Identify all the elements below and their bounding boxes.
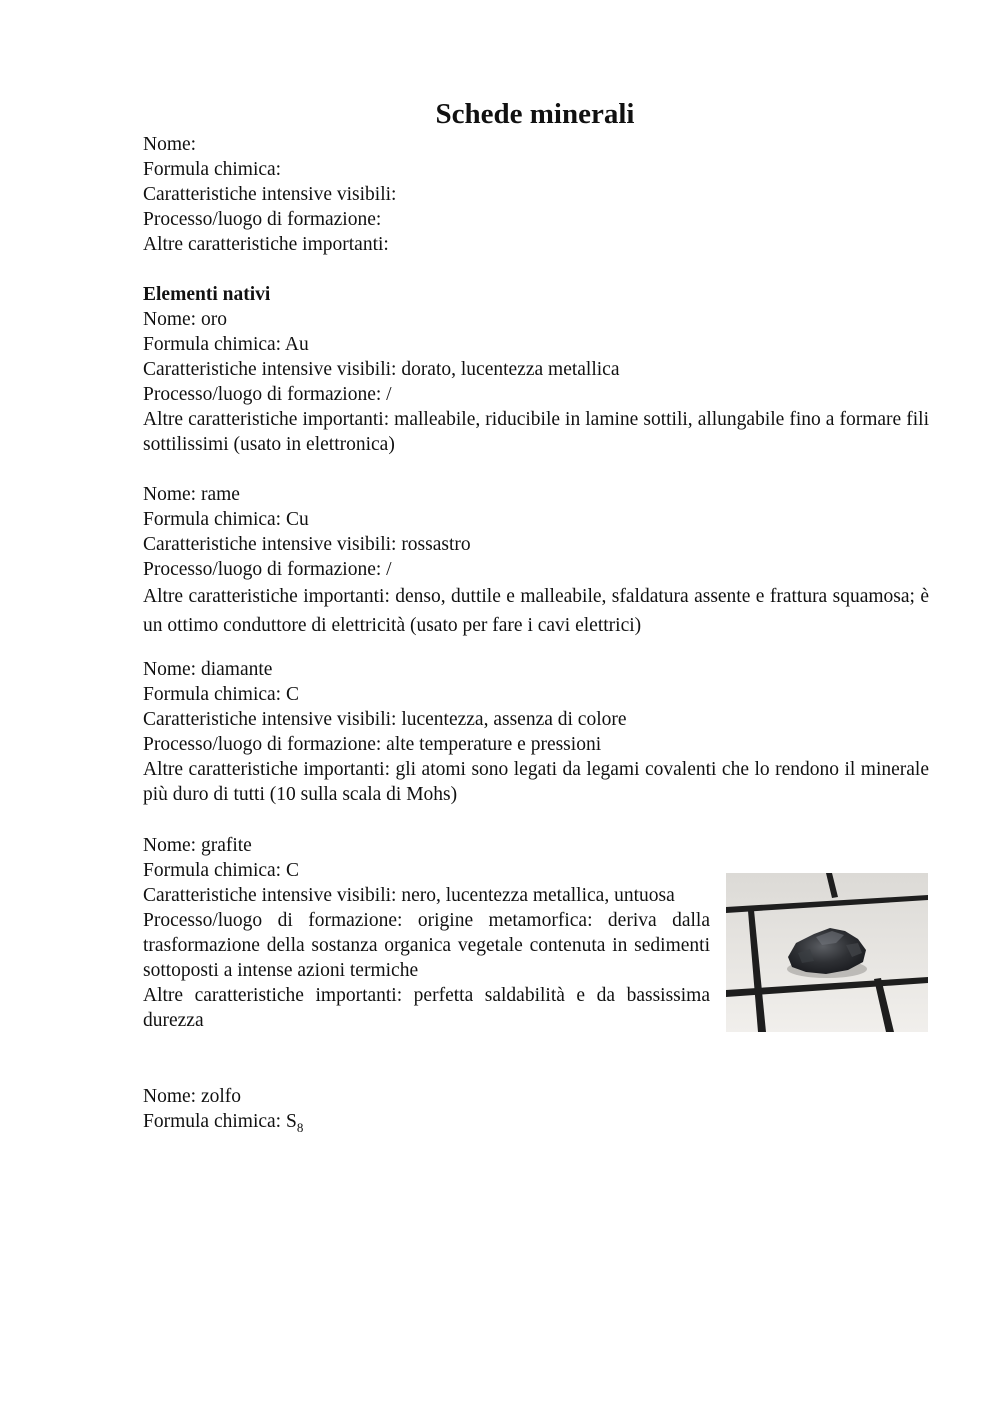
mineral-processo: Processo/luogo di formazione: / xyxy=(143,559,392,580)
mineral-caratteristiche: Caratteristiche intensive visibili: lucentezza, assenza di colore xyxy=(143,709,627,730)
mineral-card-zolfo xyxy=(143,1084,929,1140)
formula-text: Formula chimica: S xyxy=(143,1111,297,1132)
mineral-nome: Nome: diamante xyxy=(143,659,273,680)
mineral-processo: Processo/luogo di formazione: alte temperature e pressioni xyxy=(143,734,602,755)
mineral-caratteristiche: Caratteristiche intensive visibili: rossastro xyxy=(143,534,471,555)
mineral-altre: Altre caratteristiche importanti: denso, duttile e malleabile, sfaldatura assente e frattura squamosa; è un ottimo conduttore di elettricità (usato per fare i cavi elettrici) xyxy=(143,586,929,636)
mineral-caratteristiche: Caratteristiche intensive visibili: dorato, lucentezza metallica xyxy=(143,359,620,380)
template-altre: Altre caratteristiche importanti: xyxy=(143,234,389,255)
grafite-text-column xyxy=(143,883,710,1033)
mineral-nome: Nome: zolfo xyxy=(143,1086,242,1107)
mineral-formula: Formula chimica: C xyxy=(143,684,299,705)
graphite-rock-image xyxy=(726,873,928,1032)
grafite-photo xyxy=(726,873,928,1032)
formula-subscript: 8 xyxy=(296,1119,304,1135)
mineral-card-diamante xyxy=(143,657,929,807)
mineral-nome: Nome: rame xyxy=(143,484,240,505)
mineral-altre: Altre caratteristiche importanti: perfetta saldabilità e da bassissima durezza xyxy=(143,985,710,1031)
mineral-card-rame xyxy=(143,482,929,640)
mineral-altre: Altre caratteristiche importanti: malleabile, riducibile in lamine sottili, allungabile fino a formare fili sottilissimi (usato in elettronica) xyxy=(143,409,929,455)
mineral-altre: Altre caratteristiche importanti: gli atomi sono legati da legami covalenti che lo rendono il minerale più duro di tutti (10 sulla scala di Mohs) xyxy=(143,759,929,805)
mineral-nome: Nome: grafite xyxy=(143,835,252,856)
template-formula: Formula chimica: xyxy=(143,159,282,180)
template-caratteristiche: Caratteristiche intensive visibili: xyxy=(143,184,397,205)
mineral-formula: Formula chimica: Au xyxy=(143,334,309,355)
mineral-nome: Nome: oro xyxy=(143,309,227,330)
template-processo: Processo/luogo di formazione: xyxy=(143,209,382,230)
mineral-caratteristiche: Caratteristiche intensive visibili: nero, lucentezza metallica, untuosa xyxy=(143,885,675,906)
mineral-card-oro xyxy=(143,282,929,457)
template-card xyxy=(143,132,929,257)
mineral-processo: Processo/luogo di formazione: / xyxy=(143,384,392,405)
template-nome: Nome: xyxy=(143,134,197,155)
section-heading: Elementi nativi xyxy=(143,284,271,305)
mineral-processo: Processo/luogo di formazione: origine metamorfica: deriva dalla trasformazione della sostanza organica vegetale contenuta in sedimenti sottoposti a intense azioni termiche xyxy=(143,910,710,981)
mineral-formula: Formula chimica: Cu xyxy=(143,509,309,530)
mineral-formula xyxy=(143,1109,929,1140)
mineral-formula: Formula chimica: C xyxy=(143,860,299,881)
page-title: Schede minerali xyxy=(435,98,635,130)
